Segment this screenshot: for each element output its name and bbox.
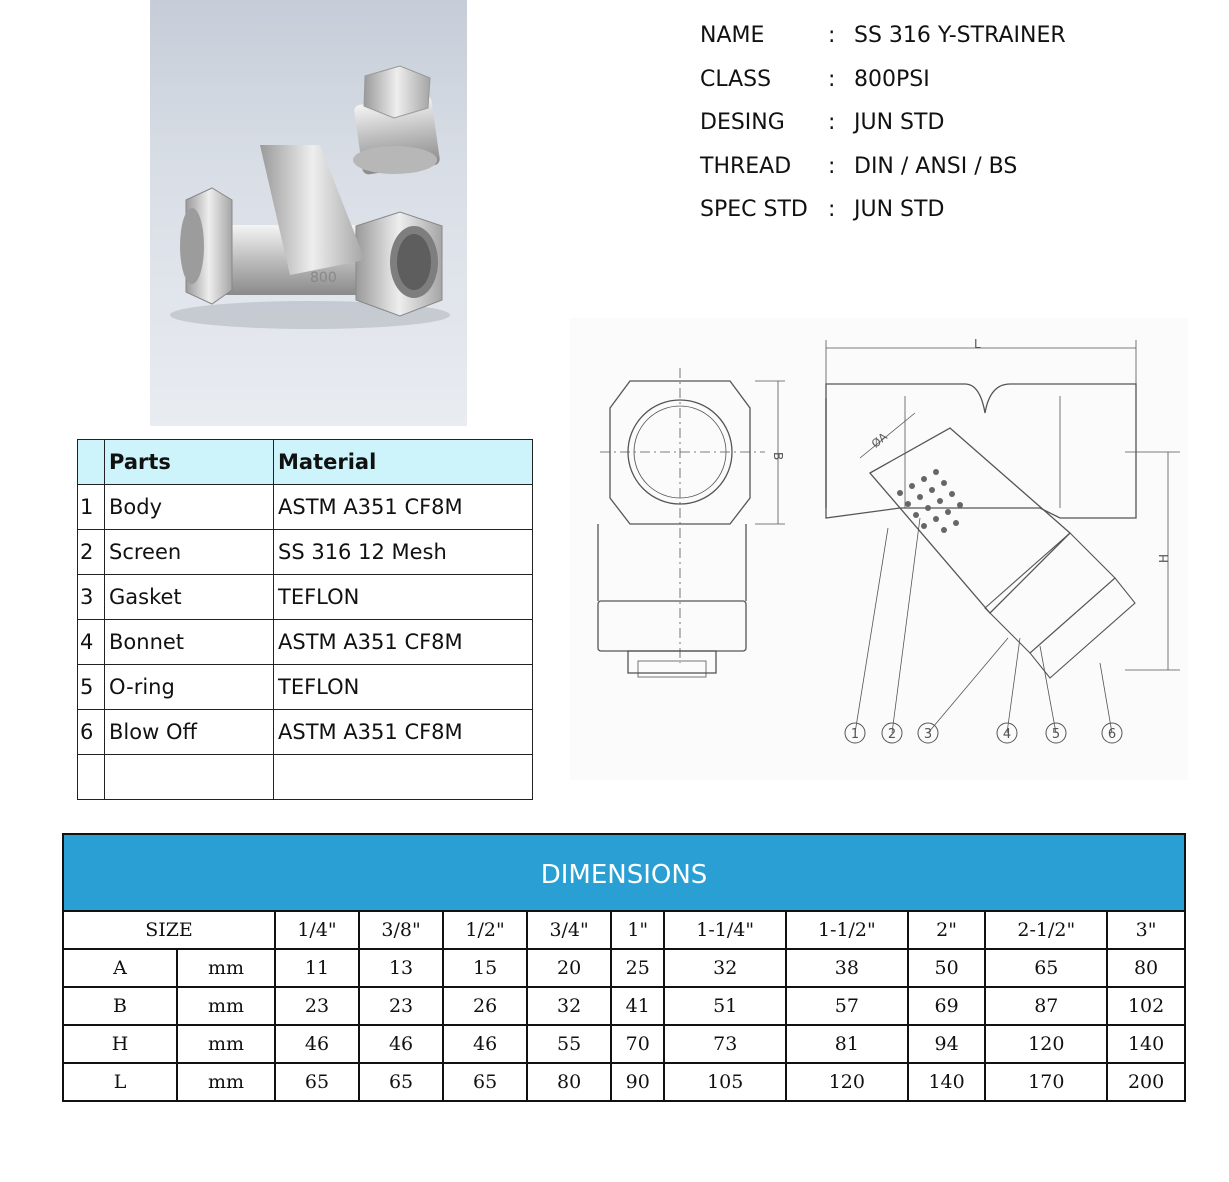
dimension-value: 46 <box>443 1025 527 1063</box>
dimension-value: 140 <box>1107 1025 1185 1063</box>
size-label: SIZE <box>63 911 275 949</box>
parts-header-parts: Parts <box>105 440 274 485</box>
callout-6 <box>1102 723 1122 743</box>
dimension-value: 69 <box>908 987 986 1025</box>
dimension-unit: mm <box>177 987 275 1025</box>
dimension-value: 41 <box>611 987 664 1025</box>
spec-row-spec-std <box>700 188 1066 232</box>
dim-label-b: B <box>771 452 785 461</box>
photo-marking: 800 <box>310 270 337 286</box>
dimension-row-b <box>63 987 1185 1025</box>
dimension-value: 46 <box>275 1025 359 1063</box>
dimension-value: 50 <box>908 949 986 987</box>
dimension-value: 81 <box>786 1025 908 1063</box>
parts-header-no <box>78 440 105 485</box>
part-material: ASTM A351 CF8M <box>274 710 533 755</box>
callout-number: 1 <box>850 727 860 742</box>
dimension-value: 13 <box>359 949 443 987</box>
dimension-value: 15 <box>443 949 527 987</box>
spec-value: JUN STD <box>854 110 945 136</box>
spec-row-desing <box>700 101 1066 145</box>
part-number: 1 <box>78 485 105 530</box>
part-name: Gasket <box>105 575 274 620</box>
dimension-value: 73 <box>664 1025 786 1063</box>
parts-row <box>78 575 533 620</box>
callout-3 <box>918 723 938 743</box>
part-material: TEFLON <box>274 575 533 620</box>
dimension-unit: mm <box>177 1063 275 1101</box>
spec-key: SPEC STD <box>700 197 808 223</box>
dimension-value: 20 <box>527 949 611 987</box>
dimension-unit: mm <box>177 1025 275 1063</box>
size-header: 1/4" <box>275 911 359 949</box>
part-number: 5 <box>78 665 105 710</box>
dimension-value: 46 <box>359 1025 443 1063</box>
parts-header-material: Material <box>274 440 533 485</box>
dimensions-title: DIMENSIONS <box>62 833 1186 910</box>
callout-1 <box>845 723 865 743</box>
callout-5 <box>1046 723 1066 743</box>
parts-row <box>78 530 533 575</box>
dimension-value: 65 <box>275 1063 359 1101</box>
callout-number: 4 <box>1002 727 1012 742</box>
size-header: 1/2" <box>443 911 527 949</box>
dimension-value: 26 <box>443 987 527 1025</box>
dimension-value: 120 <box>985 1025 1107 1063</box>
spec-row-class <box>700 58 1066 102</box>
part-material: ASTM A351 CF8M <box>274 620 533 665</box>
size-header: 1-1/2" <box>786 911 908 949</box>
parts-row <box>78 620 533 665</box>
spec-key: DESING <box>700 110 785 136</box>
part-callouts <box>845 723 1122 743</box>
dimension-label: B <box>63 987 177 1025</box>
dimension-label: H <box>63 1025 177 1063</box>
empty-cell <box>105 755 274 800</box>
part-material: TEFLON <box>274 665 533 710</box>
spec-row-thread <box>700 145 1066 189</box>
spec-value: SS 316 Y-STRAINER <box>854 23 1066 49</box>
dimension-value: 80 <box>1107 949 1185 987</box>
empty-cell <box>274 755 533 800</box>
parts-row <box>78 485 533 530</box>
size-header: 2" <box>908 911 986 949</box>
dimension-value: 23 <box>359 987 443 1025</box>
part-material: SS 316 12 Mesh <box>274 530 533 575</box>
dimension-value: 32 <box>527 987 611 1025</box>
dimension-value: 120 <box>786 1063 908 1101</box>
size-header: 1-1/4" <box>664 911 786 949</box>
dimension-unit: mm <box>177 949 275 987</box>
spec-key: NAME <box>700 23 765 49</box>
dimension-label: L <box>63 1063 177 1101</box>
size-header: 1" <box>611 911 664 949</box>
dimension-value: 25 <box>611 949 664 987</box>
spec-colon: : <box>828 23 836 49</box>
dimension-value: 57 <box>786 987 908 1025</box>
product-photo <box>150 0 467 426</box>
dimension-value: 55 <box>527 1025 611 1063</box>
dim-label-l: L <box>974 337 981 351</box>
dimension-row-a <box>63 949 1185 987</box>
dimension-value: 11 <box>275 949 359 987</box>
part-name: Blow Off <box>105 710 274 755</box>
dimension-value: 140 <box>908 1063 986 1101</box>
spec-value: 800PSI <box>854 66 930 92</box>
y-strainer-photo <box>150 0 467 426</box>
dimension-value: 80 <box>527 1063 611 1101</box>
spec-value: DIN / ANSI / BS <box>854 153 1018 179</box>
callout-4 <box>997 723 1017 743</box>
dimension-value: 65 <box>359 1063 443 1101</box>
dimension-value: 90 <box>611 1063 664 1101</box>
size-header: 2-1/2" <box>985 911 1107 949</box>
size-header: 3" <box>1107 911 1185 949</box>
part-material: ASTM A351 CF8M <box>274 485 533 530</box>
part-name: Body <box>105 485 274 530</box>
spec-colon: : <box>828 110 836 136</box>
size-header: 3/4" <box>527 911 611 949</box>
empty-cell <box>78 755 105 800</box>
spec-colon: : <box>828 66 836 92</box>
dimensions-section <box>62 833 1186 1102</box>
dimension-row-l <box>63 1063 1185 1101</box>
technical-drawing <box>570 318 1188 780</box>
parts-row-empty <box>78 755 533 800</box>
part-name: O-ring <box>105 665 274 710</box>
screen-perforations <box>897 469 963 533</box>
dimension-value: 170 <box>985 1063 1107 1101</box>
callout-number: 6 <box>1107 727 1117 742</box>
end-view <box>598 368 785 677</box>
parts-header-row <box>78 440 533 485</box>
spec-key: CLASS <box>700 66 772 92</box>
spec-value: JUN STD <box>854 197 945 223</box>
dimension-row-h <box>63 1025 1185 1063</box>
parts-table <box>77 439 533 800</box>
dimension-value: 38 <box>786 949 908 987</box>
part-number: 2 <box>78 530 105 575</box>
part-number: 6 <box>78 710 105 755</box>
parts-row <box>78 665 533 710</box>
callout-2 <box>882 723 902 743</box>
callout-number: 3 <box>923 727 933 742</box>
part-number: 3 <box>78 575 105 620</box>
part-number: 4 <box>78 620 105 665</box>
dimension-value: 200 <box>1107 1063 1185 1101</box>
spec-key: THREAD <box>700 153 792 179</box>
dimension-value: 51 <box>664 987 786 1025</box>
dimension-value: 94 <box>908 1025 986 1063</box>
callout-number: 5 <box>1051 727 1061 742</box>
dimension-value: 65 <box>443 1063 527 1101</box>
size-header: 3/8" <box>359 911 443 949</box>
parts-row <box>78 710 533 755</box>
dimension-value: 70 <box>611 1025 664 1063</box>
dimensions-size-row <box>63 911 1185 949</box>
dimension-value: 87 <box>985 987 1107 1025</box>
dimension-value: 105 <box>664 1063 786 1101</box>
part-name: Bonnet <box>105 620 274 665</box>
dimension-value: 102 <box>1107 987 1185 1025</box>
dimension-value: 65 <box>985 949 1107 987</box>
section-view <box>826 337 1180 733</box>
dimension-label: A <box>63 949 177 987</box>
spec-row-name <box>700 14 1066 58</box>
dimension-value: 32 <box>664 949 786 987</box>
dim-label-h: H <box>1157 553 1171 563</box>
spec-colon: : <box>828 197 836 223</box>
callout-number: 2 <box>887 727 897 742</box>
part-name: Screen <box>105 530 274 575</box>
dimension-value: 23 <box>275 987 359 1025</box>
spec-colon: : <box>828 153 836 179</box>
dimensions-table <box>62 910 1186 1102</box>
dim-label-a: ØA <box>869 430 890 451</box>
spec-list <box>700 14 1066 232</box>
